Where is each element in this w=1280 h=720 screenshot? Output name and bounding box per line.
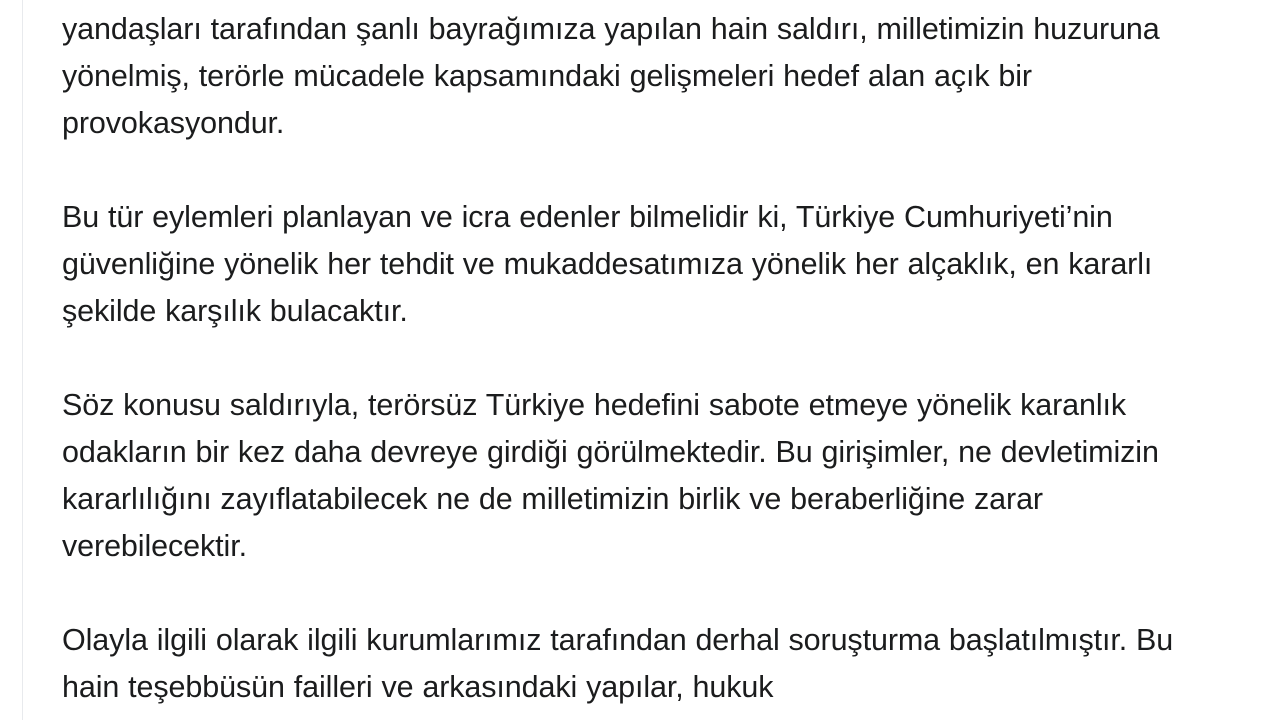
document-body — [62, 0, 1212, 711]
thread-rule — [22, 0, 23, 720]
paragraph: Olayla ilgili olarak ilgili kurumlarımız tarafından derhal soruşturma başlatılmıştır. Bu hain teşebbüsün failleri ve arkasındaki yapılar, hukuk — [62, 623, 1174, 704]
paragraph: yandaşları tarafından şanlı bayrağımıza yapılan hain saldırı, milletimizin huzuruna yönelmiş, terörle mücadele kapsamındaki gelişmeleri hedef alan açık bir provokasyondur. — [62, 12, 1160, 140]
paragraph: Bu tür eylemleri planlayan ve icra edenler bilmelidir ki, Türkiye Cumhuriyeti’nin güvenliğine yönelik her tehdit ve mukaddesatımıza yönelik her alçaklık, en kararlı şekilde karşılık bulacaktır. — [62, 200, 1153, 328]
paragraph: Söz konusu saldırıyla, terörsüz Türkiye hedefini sabote etmeye yönelik karanlık odakların bir kez daha devreye girdiği görülmektedir. Bu girişimler, ne devletimizin kararlılığını zayıflatabilecek ne de milletimizin birlik ve beraberliğine zarar verebilecektir. — [62, 388, 1159, 563]
